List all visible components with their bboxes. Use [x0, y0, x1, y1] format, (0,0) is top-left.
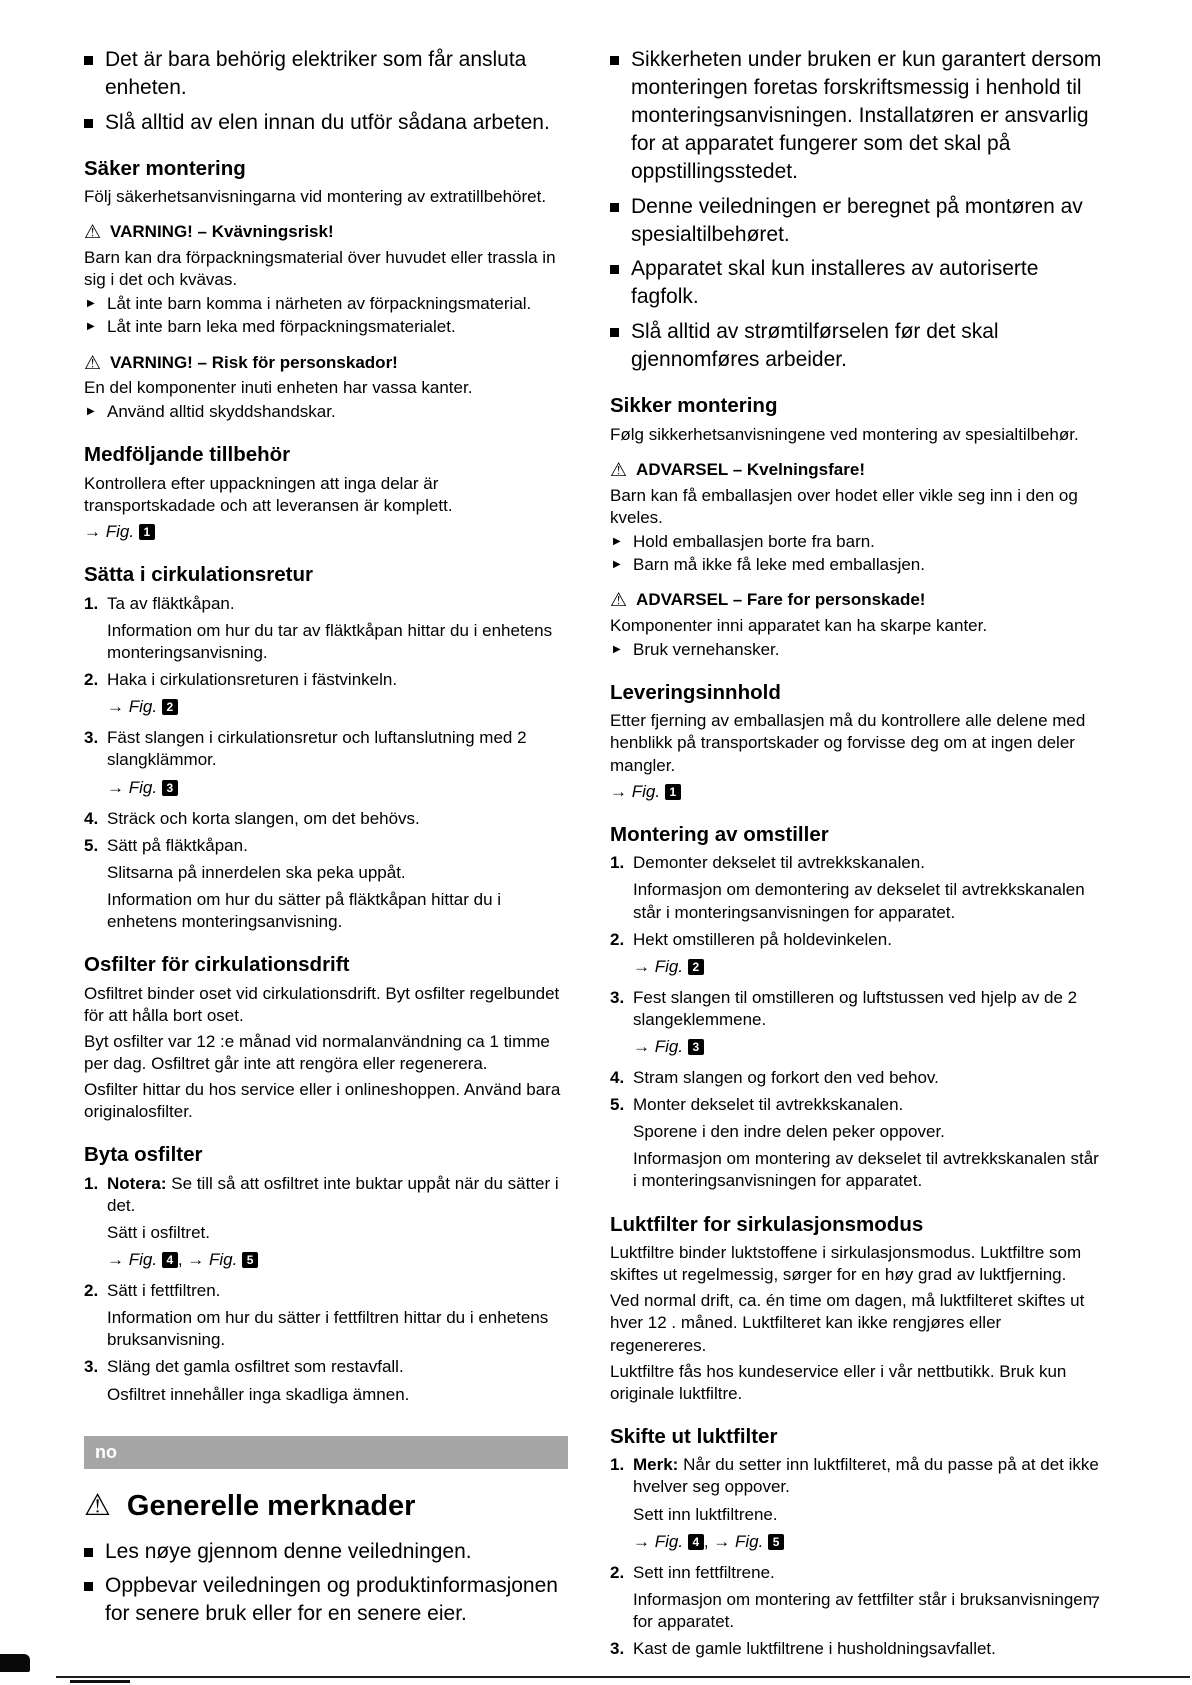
item-number: 5. — [84, 835, 99, 855]
item-number: 5. — [610, 1095, 625, 1115]
paragraph: Följ säkerhetsanvisningarna vid montering av extratillbehöret. — [84, 187, 547, 207]
bullet-text: Apparatet skal kun installeres av autoriserte fagfolk. — [631, 257, 1039, 309]
numbered-list-item — [84, 1280, 568, 1351]
numbered-list-item — [610, 1067, 1102, 1089]
item-text — [107, 1280, 568, 1302]
item-number: 3. — [610, 1639, 625, 1659]
numbered-list-item — [610, 852, 1102, 923]
item-number: 1. — [84, 1173, 99, 1193]
numbered-list — [610, 1454, 1102, 1660]
arrow-right-icon: → — [713, 1531, 731, 1551]
language-bar — [84, 1436, 568, 1469]
figure-reference-line — [633, 1531, 1102, 1553]
item-body — [107, 1280, 568, 1351]
numbered-list-item — [610, 987, 1102, 1062]
item-text — [107, 669, 568, 691]
numbered-list-item — [84, 1173, 568, 1275]
action-text: Använd alltid skyddshandskar. — [107, 402, 336, 422]
section-heading: Skifte ut luktfilter — [610, 1424, 778, 1448]
left-column — [84, 46, 568, 1666]
item-body — [633, 1067, 1102, 1089]
item-main-text: Sätt i fettfiltren. — [107, 1281, 221, 1301]
item-body — [107, 669, 568, 722]
page-number: 7 — [1090, 1593, 1100, 1612]
bullet-text: Oppbevar veiledningen og produktinformasjonen for senere bruk eller for en senere eier. — [105, 1574, 558, 1626]
numbered-list-item — [84, 593, 568, 664]
section-heading: Byta osfilter — [84, 1143, 203, 1167]
arrow-right-icon: → — [107, 777, 124, 797]
warning-title — [610, 588, 1102, 613]
warning-block — [84, 351, 568, 424]
square-bullet-icon — [610, 203, 619, 212]
section-heading: Sätta i cirkulationsretur — [84, 563, 313, 587]
numbered-list-item — [84, 1356, 568, 1405]
list-item — [610, 255, 1102, 311]
fig-label: Fig. — [631, 781, 661, 801]
warning-body: Komponenter inni apparatet kan ha skarpe kanter. — [610, 615, 988, 635]
warning-icon: ⚠ — [84, 1489, 111, 1523]
item-number: 3. — [84, 1357, 99, 1377]
item-paragraph: Slitsarna på innerdelen ska peka uppåt. — [107, 862, 406, 882]
warning-title-text: ADVARSEL – Kvelningsfare! — [636, 459, 865, 479]
triangle-bullet-icon: ▶ — [87, 298, 95, 310]
item-body — [107, 808, 568, 830]
item-paragraph: Informasjon om demontering av dekselet til avtrekkskanalen står i monteringsanvisningen for apparatet. — [633, 880, 1085, 922]
item-body — [633, 1562, 1102, 1633]
item-body — [107, 1173, 568, 1275]
item-text — [107, 727, 568, 771]
square-bullet-icon — [84, 1548, 93, 1557]
item-text — [107, 593, 568, 615]
item-bold-prefix: Merk: — [633, 1455, 679, 1475]
numbered-list-item — [610, 1562, 1102, 1633]
figure-reference: → Fig. 4 , → Fig. 5 — [107, 1250, 258, 1269]
numbered-list-item — [84, 727, 568, 802]
action-text: Hold emballasjen borte fra barn. — [633, 531, 875, 551]
item-main-text: Haka i cirkulationsreturen i fästvinkeln. — [107, 670, 398, 690]
warning-block — [610, 588, 1102, 661]
section-heading: Montering av omstiller — [610, 822, 829, 846]
figure-reference-line — [84, 521, 568, 543]
square-bullet-icon — [84, 1582, 93, 1591]
fig-label: Fig. — [105, 522, 135, 542]
chapter-heading-text: Generelle merknader — [126, 1489, 416, 1522]
item-number: 4. — [610, 1068, 625, 1088]
fig-number-badge: 3 — [162, 780, 178, 796]
item-paragraph: Sporene i den indre delen peker oppover. — [633, 1122, 945, 1142]
item-main-text: Se till så att osfiltret inte buktar uppåt när du sätter i det. — [107, 1173, 559, 1215]
bullet-text: Det är bara behörig elektriker som får ansluta enheten. — [105, 48, 527, 99]
list-item — [84, 1572, 568, 1628]
item-text — [107, 1173, 568, 1217]
item-main-text: Når du setter inn luktfilteret, må du passe på at det ikke hvelver seg oppover. — [633, 1455, 1099, 1497]
action-item — [610, 531, 1102, 553]
bullet-list — [84, 46, 568, 137]
fig-number-badge: 1 — [665, 784, 681, 800]
item-number: 3. — [610, 987, 625, 1007]
item-number: 1. — [610, 1455, 625, 1475]
action-text: Låt inte barn komma i närheten av förpackningsmaterial. — [107, 294, 532, 314]
list-item — [610, 318, 1102, 374]
warning-icon: ⚠ — [84, 222, 102, 244]
warning-title — [84, 220, 568, 245]
item-paragraph: Informasjon om montering av dekselet til avtrekkskanalen står i monteringsanvisningen for apparatet. — [633, 1149, 1099, 1191]
fig-number-badge: 3 — [688, 1039, 704, 1055]
item-text — [107, 835, 568, 857]
scan-artifact-dash — [70, 1680, 130, 1683]
fig-label: Fig. — [209, 1250, 238, 1270]
fig-number-badge: 5 — [242, 1252, 258, 1268]
numbered-list-item — [84, 808, 568, 830]
arrow-right-icon: → — [633, 1531, 650, 1551]
figure-reference-line — [107, 777, 568, 799]
fig-number-badge: 5 — [768, 1534, 784, 1550]
item-main-text: Fest slangen til omstilleren og luftstussen ved hjelp av de 2 slangeklemmene. — [633, 987, 1078, 1029]
item-body — [633, 852, 1102, 923]
warning-title-text: ADVARSEL – Fare for personskade! — [636, 589, 926, 609]
scan-artifact-blob — [0, 1654, 30, 1672]
item-main-text: Monter dekselet til avtrekkskanalen. — [633, 1095, 904, 1115]
triangle-bullet-icon: ▶ — [87, 321, 95, 333]
item-text — [633, 987, 1102, 1031]
item-number: 4. — [84, 808, 99, 828]
figure-reference — [610, 782, 681, 801]
list-item — [84, 109, 568, 137]
figure-reference — [84, 522, 155, 541]
action-text: Bruk vernehansker. — [633, 639, 780, 659]
warning-title — [610, 458, 1102, 483]
item-main-text: Hekt omstilleren på holdevinkelen. — [633, 929, 892, 949]
item-main-text: Fäst slangen i cirkulationsretur och luftanslutning med 2 slangklämmor. — [107, 728, 527, 770]
item-body — [633, 1094, 1102, 1192]
action-item — [610, 554, 1102, 576]
arrow-right-icon: → — [107, 697, 124, 717]
list-item — [610, 46, 1102, 186]
fig-label: Fig. — [654, 1531, 684, 1551]
figure-reference — [107, 697, 178, 716]
item-paragraph: Information om hur du sätter i fettfiltren hittar du i enhetens bruksanvisning. — [107, 1308, 549, 1350]
numbered-list-item — [610, 929, 1102, 982]
warning-title-text: VARNING! – Risk för personskador! — [110, 352, 398, 372]
list-item — [610, 193, 1102, 249]
triangle-bullet-icon: ▶ — [613, 535, 621, 547]
item-paragraph: Osfiltret innehåller inga skadliga ämnen. — [107, 1384, 410, 1404]
figure-reference — [633, 957, 704, 976]
paragraph: Osfiltret binder oset vid cirkulationsdrift. Byt osfilter regelbundet för att hålla bort oset. — [84, 983, 560, 1025]
item-paragraph: Informasjon om montering av fettfilter står i bruksanvisningen for apparatet. — [633, 1589, 1093, 1631]
fig-label: Fig. — [654, 956, 684, 976]
action-item — [84, 293, 568, 315]
figure-reference-line — [107, 696, 568, 718]
language-code: no — [95, 1441, 117, 1462]
item-paragraph: Information om hur du tar av fläktkåpan hittar du i enhetens monteringsanvisning. — [107, 620, 553, 663]
fig-number-badge: 1 — [139, 524, 155, 540]
item-paragraph: Information om hur du sätter på fläktkåpan hittar du i enhetens monteringsanvisning. — [107, 889, 502, 931]
item-body — [633, 987, 1102, 1062]
item-text — [633, 1562, 1102, 1584]
paragraph: Ved normal drift, ca. én time om dagen, må luktfilteret skiftes ut hver 12 . måned. Luktfilteret kan ikke rengjøres eller regenereres. — [610, 1291, 1085, 1355]
triangle-bullet-icon: ▶ — [87, 406, 95, 418]
action-text: Barn må ikke få leke med emballasjen. — [633, 554, 925, 574]
chapter-heading — [84, 1489, 568, 1524]
item-body — [633, 1454, 1102, 1556]
paragraph: Etter fjerning av emballasjen må du kontrollere alle delene med henblikk på transportskader og forvisse deg om at ingen deler mangler. — [610, 711, 1086, 775]
numbered-list-item — [610, 1638, 1102, 1660]
item-main-text: Ta av fläktkåpan. — [107, 593, 235, 613]
action-text: Låt inte barn leka med förpackningsmaterialet. — [107, 317, 456, 337]
arrow-right-icon: → — [633, 956, 650, 976]
paragraph: Luktfiltre fås hos kundeservice eller i vår nettbutikk. Bruk kun originale luktfiltre. — [610, 1361, 1067, 1403]
figure-reference-line — [107, 1249, 568, 1271]
item-main-text: Kast de gamle luktfiltrene i husholdningsavfallet. — [633, 1639, 996, 1659]
fig-number-badge: 4 — [688, 1534, 704, 1550]
figure-reference: → Fig. 4 , → Fig. 5 — [633, 1532, 784, 1551]
item-text — [633, 1094, 1102, 1116]
paragraph: Kontrollera efter uppackningen att inga delar är transportskadade och att leveransen är komplett. — [84, 473, 453, 516]
item-text — [633, 929, 1102, 951]
item-number: 2. — [610, 929, 625, 949]
fig-label: Fig. — [654, 1036, 684, 1056]
item-main-text: Släng det gamla osfiltret som restavfall. — [107, 1357, 404, 1377]
section-heading: Sikker montering — [610, 394, 778, 418]
item-main-text: Sett inn fettfiltrene. — [633, 1562, 775, 1582]
section-heading: Luktfilter for sirkulasjonsmodus — [610, 1212, 924, 1236]
numbered-list-item — [84, 669, 568, 722]
item-body — [107, 835, 568, 933]
warning-body: Barn kan få emballasjen over hodet eller vikle seg inn i den og kveles. — [610, 485, 1078, 527]
arrow-right-icon: → — [633, 1036, 650, 1056]
bullet-text: Les nøye gjennom denne veiledningen. — [105, 1539, 472, 1563]
arrow-right-icon: → — [610, 781, 627, 801]
item-body — [107, 1356, 568, 1405]
fig-number-badge: 2 — [688, 959, 704, 975]
item-text — [107, 808, 568, 830]
triangle-bullet-icon: ▶ — [613, 558, 621, 570]
section-heading: Säker montering — [84, 156, 246, 180]
triangle-bullet-icon: ▶ — [613, 643, 621, 655]
warning-icon: ⚠ — [610, 459, 628, 481]
fig-number-badge: 2 — [162, 699, 178, 715]
figure-reference — [633, 1037, 704, 1056]
bullet-text: Slå alltid av strømtilførselen før det skal gjennomføres arbeider. — [631, 320, 999, 372]
item-body — [633, 929, 1102, 982]
numbered-list — [84, 1173, 568, 1406]
paragraph: Osfilter hittar du hos service eller i onlineshoppen. Använd bara originalosfilter. — [84, 1080, 561, 1122]
square-bullet-icon — [84, 119, 93, 128]
warning-block — [610, 458, 1102, 576]
numbered-list-item — [610, 1094, 1102, 1192]
item-bold-prefix: Notera: — [107, 1173, 167, 1193]
list-item — [84, 1538, 568, 1566]
warning-icon: ⚠ — [84, 352, 102, 374]
numbered-list-item — [610, 1454, 1102, 1556]
item-body — [107, 593, 568, 664]
paragraph: Luktfiltre binder luktstoffene i sirkulasjonsmodus. Luktfiltre som skiftes ut regelmessig, sørger for en høy grad av luktfjerning. — [610, 1243, 1082, 1285]
two-column-layout — [84, 46, 1192, 1666]
scan-artifact-line — [56, 1676, 1190, 1678]
bullet-list — [84, 1538, 568, 1629]
item-text — [633, 852, 1102, 874]
item-paragraph: Sett inn luktfiltrene. — [633, 1504, 778, 1524]
section-heading: Leveringsinnhold — [610, 680, 781, 704]
list-item — [84, 46, 568, 102]
warning-block — [84, 220, 568, 338]
arrow-right-icon: → — [84, 522, 101, 542]
fig-label: Fig. — [735, 1531, 764, 1551]
figure-reference — [107, 778, 178, 797]
item-text — [633, 1638, 1102, 1660]
square-bullet-icon — [610, 56, 619, 65]
section-heading: Medföljande tillbehör — [84, 443, 291, 467]
item-main-text: Stram slangen og forkort den ved behov. — [633, 1068, 939, 1088]
figure-reference-line — [633, 1036, 1102, 1058]
bullet-text: Slå alltid av elen innan du utför sådana arbeten. — [105, 110, 550, 134]
item-main-text: Sätt på fläktkåpan. — [107, 835, 248, 855]
arrow-right-icon: → — [187, 1250, 205, 1270]
square-bullet-icon — [84, 56, 93, 65]
warning-body: En del komponenter inuti enheten har vassa kanter. — [84, 378, 473, 398]
fig-number-badge: 4 — [162, 1252, 178, 1268]
numbered-list — [84, 593, 568, 933]
figure-reference-line — [633, 956, 1102, 978]
warning-body: Barn kan dra förpackningsmaterial över huvudet eller trassla in sig i det och kvävas. — [84, 248, 556, 290]
item-text — [633, 1454, 1102, 1498]
arrow-right-icon: → — [107, 1250, 124, 1270]
action-item — [84, 316, 568, 338]
item-text — [633, 1067, 1102, 1089]
item-paragraph: Sätt i osfiltret. — [107, 1223, 210, 1243]
paragraph: Byt osfilter var 12 :e månad vid normalanvändning ca 1 timme per dag. Osfiltret går inte att rengöra eller regenerera. — [84, 1031, 550, 1073]
warning-title-text: VARNING! – Kvävningsrisk! — [110, 222, 334, 242]
item-main-text: Sträck och korta slangen, om det behövs. — [107, 808, 420, 828]
item-number: 1. — [610, 853, 625, 873]
right-column — [610, 46, 1102, 1666]
action-item — [610, 639, 1102, 661]
warning-icon: ⚠ — [610, 589, 628, 611]
warning-title — [84, 351, 568, 376]
action-item — [84, 401, 568, 423]
item-number: 1. — [84, 593, 99, 613]
item-body — [633, 1638, 1102, 1660]
bullet-list — [610, 46, 1102, 374]
square-bullet-icon — [610, 265, 619, 274]
item-number: 3. — [84, 728, 99, 748]
fig-label: Fig. — [128, 777, 158, 797]
fig-label: Fig. — [128, 1250, 158, 1270]
square-bullet-icon — [610, 328, 619, 337]
section-heading: Osfilter för cirkulationsdrift — [84, 953, 350, 977]
item-number: 2. — [84, 1281, 99, 1301]
paragraph: Følg sikkerhetsanvisningene ved montering av spesialtilbehør. — [610, 424, 1079, 444]
item-main-text: Demonter dekselet til avtrekkskanalen. — [633, 853, 925, 873]
numbered-list-item — [84, 835, 568, 933]
figure-reference-line — [610, 781, 1102, 803]
numbered-list — [610, 852, 1102, 1192]
item-text — [107, 1356, 568, 1378]
item-body — [107, 727, 568, 802]
fig-label: Fig. — [128, 697, 158, 717]
item-number: 2. — [610, 1562, 625, 1582]
bullet-text: Sikkerheten under bruken er kun garantert dersom monteringen foretas forskriftsmessig i henhold til monteringsanvisningen. Installatøren er ansvarlig for at apparatet fungerer som det skal på oppstillingsstedet. — [631, 48, 1102, 183]
bullet-text: Denne veiledningen er beregnet på montøren av spesialtilbehøret. — [631, 194, 1083, 246]
item-number: 2. — [84, 670, 99, 690]
